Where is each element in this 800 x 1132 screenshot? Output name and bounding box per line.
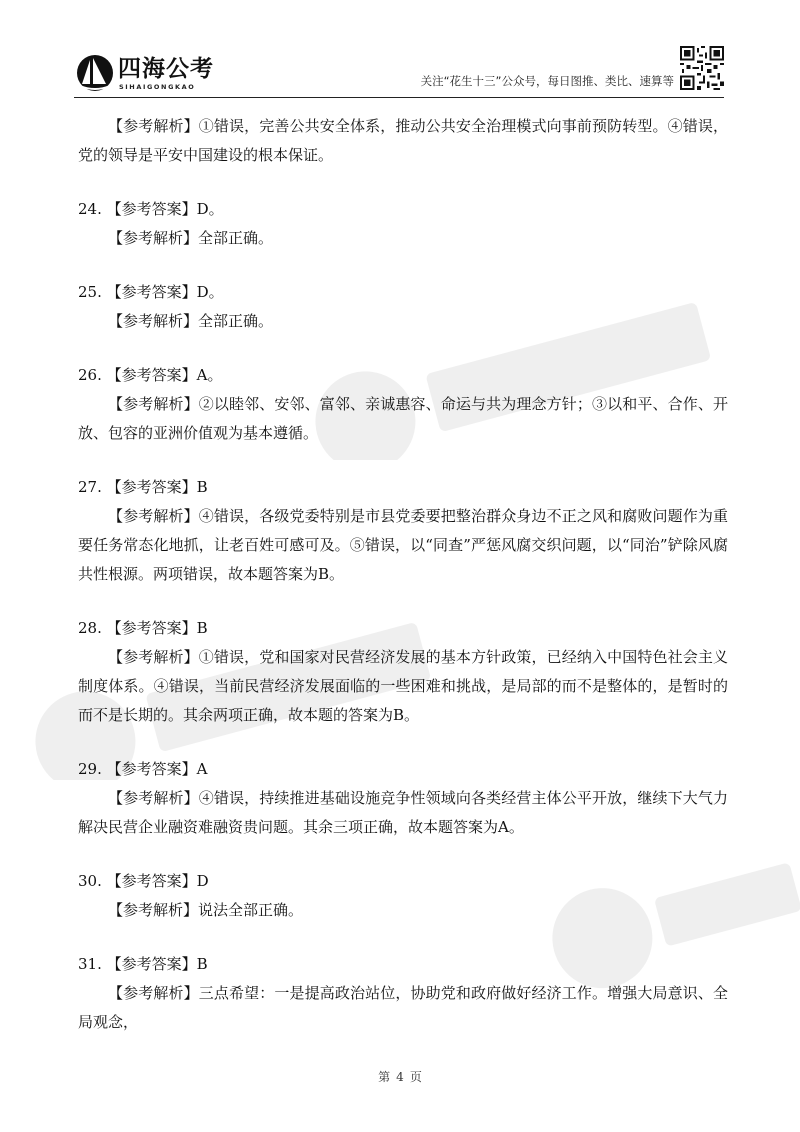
page-suffix: 页 (409, 1070, 422, 1084)
sailboat-logo-icon (74, 54, 116, 92)
analysis-text: 【参考解析】④错误，持续推进基础设施竞争性领域向各类经营主体公平开放，继续下大气力解决民营企业融资难融资贵问题。其余三项正确，故本题答案为A。 (78, 789, 728, 836)
qr-code-icon (680, 46, 724, 90)
analysis-text: 【参考解析】①错误，完善公共安全体系，推动公共安全治理模式向事前预防转型。④错误，党的领导是平安中国建设的根本保证。 (78, 117, 728, 164)
answer-item (78, 195, 728, 253)
analysis-text: 【参考解析】①错误，党和国家对民营经济发展的基本方针政策，已经纳入中国特色社会主义制度体系。④错误，当前民营经济发展面临的一些困难和挑战，是局部的而不是整体的，是暂时的而不是长期的。其余两项正确，故本题的答案为B。 (78, 648, 728, 724)
answer-key-content (78, 112, 728, 1062)
answer-line: 31. 【参考答案】B (78, 955, 208, 973)
answer-item (78, 473, 728, 589)
answer-line: 29. 【参考答案】A (78, 760, 208, 778)
logo-text: 四海公考 (118, 56, 214, 82)
header-slogan: 关注“花生十三”公众号，每日图推、类比、速算等 (420, 74, 674, 88)
analysis-text: 【参考解析】说法全部正确。 (108, 901, 304, 919)
header-divider (74, 97, 724, 98)
answer-line: 26. 【参考答案】A。 (78, 366, 223, 384)
page-footer (0, 1068, 800, 1085)
page-header (0, 0, 800, 104)
analysis-text: 【参考解析】④错误，各级党委特别是市县党委要把整治群众身边不正之风和腐败问题作为重要任务常态化地抓，让老百姓可感可及。⑤错误，以“同查”严惩风腐交织问题，以“同治”铲除风腐共性根源。两项错误，故本题答案为B。 (78, 507, 728, 583)
answer-item (78, 614, 728, 730)
answer-item (78, 755, 728, 842)
analysis-text: 【参考解析】三点希望：一是提高政治站位，协助党和政府做好经济工作。增强大局意识、全局观念， (78, 984, 728, 1031)
answer-item (78, 361, 728, 448)
answer-line: 27. 【参考答案】B (78, 478, 208, 496)
analysis-text: 【参考解析】全部正确。 (108, 229, 274, 247)
page-number: 4 (396, 1070, 404, 1084)
page-prefix: 第 (378, 1070, 391, 1084)
answer-item (78, 867, 728, 925)
answer-item (78, 950, 728, 1037)
intro-block (78, 112, 728, 170)
analysis-text: 【参考解析】全部正确。 (108, 312, 274, 330)
answer-line: 24. 【参考答案】D。 (78, 200, 224, 218)
analysis-text: 【参考解析】②以睦邻、安邻、富邻、亲诚惠容、命运与共为理念方针；③以和平、合作、开放、包容的亚洲价值观为基本遵循。 (78, 395, 728, 442)
answer-line: 25. 【参考答案】D。 (78, 283, 224, 301)
answer-line: 28. 【参考答案】B (78, 619, 208, 637)
answer-line: 30. 【参考答案】D (78, 872, 209, 890)
answer-item (78, 278, 728, 336)
logo-subtitle: SIHAIGONGKAO (119, 83, 196, 91)
